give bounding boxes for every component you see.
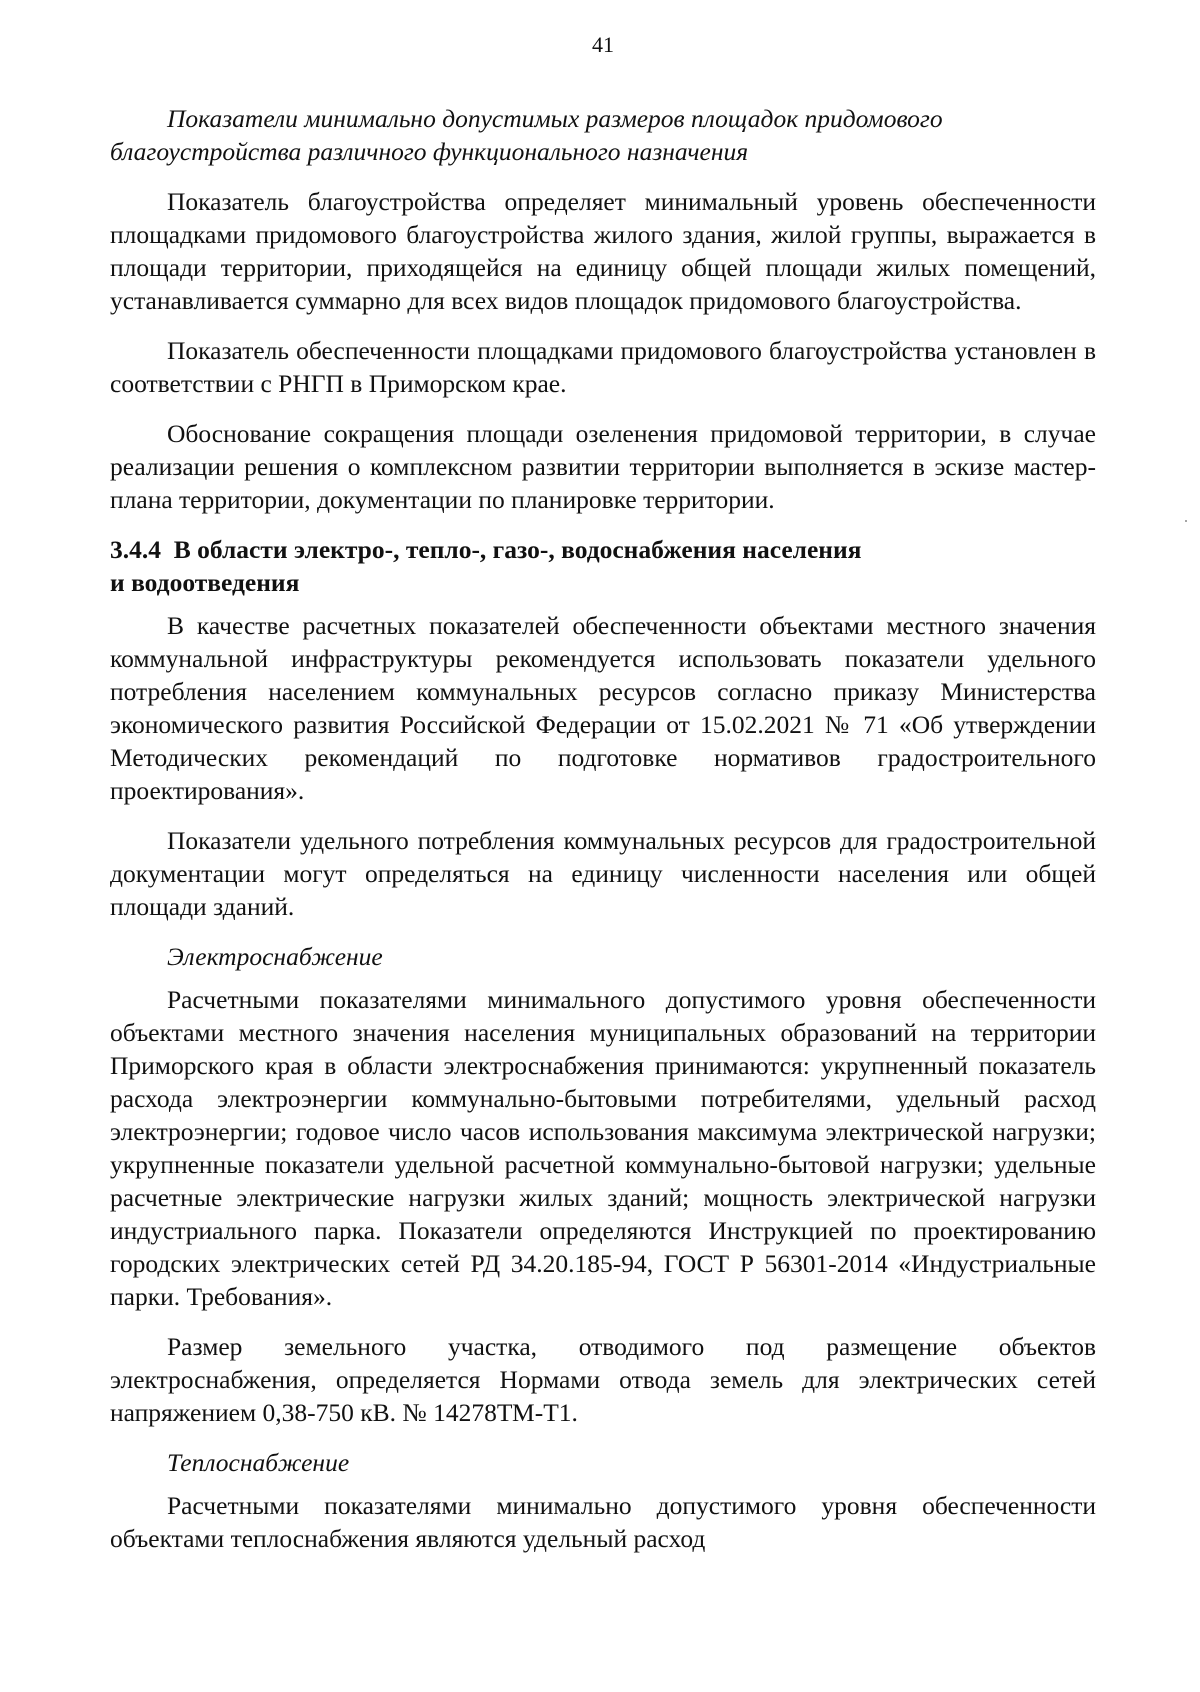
paragraph-improvement-indicator: Показатель благоустройства определяет минимальный уровень обеспеченности площадками придомового благоустройства жилого здания, жилой группы, выражается в площади территории, приходящейся на единицу общей площади жилых помещений, устанавливается суммарно для всех видов площадок придомового благоустройства. [110,187,1096,315]
paragraph-greening-reduction: Обоснование сокращения площади озеленения придомовой территории, в случае реализации решения о комплексном развитии территории выполняется в эскизе мастер-плана территории, документации по планировке территории. [110,419,1096,514]
document-body [110,102,1096,1572]
subheading-heating: Теплоснабжение [167,1448,350,1477]
scan-speck [1185,520,1187,522]
section-number: 3.4.4 [110,535,161,564]
page-number: 41 [592,32,614,57]
section-title-line1: В области электро-, тепло-, газо-, водоснабжения населения [173,535,862,564]
section-heading [110,533,1096,599]
paragraph-heating-indicators: Расчетными показателями минимально допустимого уровня обеспеченности объектами теплоснабжения являются удельный расход [110,1491,1096,1553]
subheading-electricity: Электроснабжение [167,942,383,971]
playground-indicators-heading: Показатели минимально допустимых размеров площадок придомового благоустройства различного функционального назначения [110,104,943,166]
paragraph-electricity-indicators: Расчетными показателями минимального допустимого уровня обеспеченности объектами местного значения населения муниципальных образований на территории Приморского края в области электроснабжения принимаются: укрупненный показатель расхода электроэнергии коммунально-бытовыми потребителями, удельный расход электроэнергии; годовое число часов использования максимума электрической нагрузки; укрупненные показатели удельной расчетной коммунально-бытовой нагрузки; удельные расчетные электрические нагрузки жилых зданий; мощность электрической нагрузки индустриального парка. Показатели определяются Инструкцией по проектированию городских электрических сетей РД 34.20.185-94, ГОСТ Р 56301-2014 «Индустриальные парки. Требования». [110,985,1096,1311]
section-title-line2: и водоотведения [110,568,300,597]
paragraph-rngp-indicator: Показатель обеспеченности площадками придомового благоустройства установлен в соответствии с РНГП в Приморском крае. [110,336,1096,398]
paragraph-land-plot-size: Размер земельного участка, отводимого под размещение объектов электроснабжения, определяется Нормами отвода земель для электрических сетей напряжением 0,38-750 кВ. № 14278ТМ-Т1. [110,1332,1096,1427]
paragraph-utility-indicators: В качестве расчетных показателей обеспеченности объектами местного значения коммунальной инфраструктуры рекомендуется использовать показатели удельного потребления населением коммунальных ресурсов согласно приказу Министерства экономического развития Российской Федерации от 15.02.2021 № 71 «Об утверждении Методических рекомендаций по подготовке нормативов градостроительного проектирования». [110,611,1096,805]
paragraph-consumption-indicators: Показатели удельного потребления коммунальных ресурсов для градостроительной документации могут определяться на единицу численности населения или общей площади зданий. [110,826,1096,921]
